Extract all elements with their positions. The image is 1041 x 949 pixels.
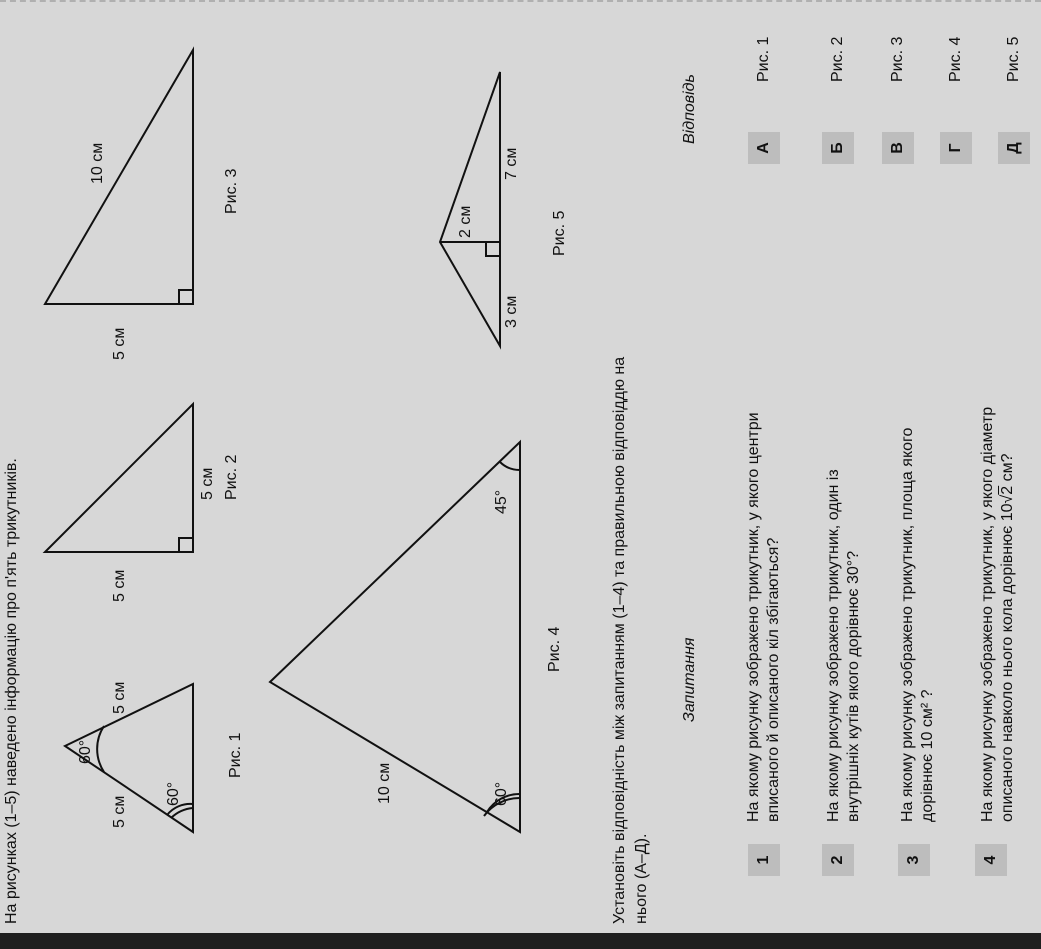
fig1-side-left-label: 5 см <box>111 795 128 828</box>
fig2-triangle <box>45 404 193 552</box>
task-line2: нього (А–Д). <box>633 833 650 924</box>
answer-b-text: Рис. 2 <box>829 36 846 82</box>
answer-v-text: Рис. 3 <box>889 36 906 82</box>
figures-svg <box>0 2 640 932</box>
answer-letter-badge: Б <box>822 132 854 164</box>
fig1-angle-top-label: 60° <box>77 739 94 764</box>
fig3-right-angle <box>179 290 193 304</box>
fig5-seg-a-label: 3 см <box>503 295 520 328</box>
answer-letter-badge: В <box>882 132 914 164</box>
question-2-line2: внутрішніх кутів якого дорівнює 30°? <box>845 550 862 822</box>
answer-g-text: Рис. 4 <box>947 36 964 82</box>
answer-a-text: Рис. 1 <box>755 36 772 82</box>
question-1-line2: вписаного й описаного кіл збігаються? <box>765 537 782 822</box>
fig3-hyp-label: 10 см <box>89 142 106 184</box>
question-2-line1: На якому рисунку зображено трикутник, один із <box>825 469 842 822</box>
fig5-right-angle <box>486 242 500 256</box>
question-4-line1: На якому рисунку зображено трикутник, у якого діаметр <box>979 406 996 822</box>
bottom-bar <box>0 933 1041 949</box>
answer-d-text: Рис. 5 <box>1005 36 1022 82</box>
fig1-caption: Рис. 1 <box>227 732 244 778</box>
fig3-leg-label: 5 см <box>111 327 128 360</box>
fig1-angle-bottom-label: 60° <box>165 781 182 806</box>
question-number-badge: 4 <box>975 844 1007 876</box>
fig3-triangle <box>45 50 193 304</box>
fig4-side-label: 10 см <box>376 762 393 804</box>
answer-letter-badge: А <box>748 132 780 164</box>
question-4-line2 <box>998 453 1018 822</box>
fig3-caption: Рис. 3 <box>223 168 240 214</box>
task-line1: Установіть відповідність між запитанням (1–4) та правильною відповіддю на <box>611 356 628 924</box>
sqrt-symbol: √ <box>999 494 1016 504</box>
question-number-badge: 1 <box>748 844 780 876</box>
fig4-angle-a-label: 60° <box>493 781 510 806</box>
question-number-badge: 2 <box>822 844 854 876</box>
fig4-angle-b-label: 45° <box>493 489 510 514</box>
fig5-seg-b-label: 7 см <box>503 147 520 180</box>
fig2-leg-a-label: 5 см <box>111 569 128 602</box>
fig4-triangle <box>270 442 520 832</box>
fig2-right-angle <box>179 538 193 552</box>
question-4-line2-pre: описаного навколо нього кола дорівнює 10 <box>999 503 1016 822</box>
fig1-side-right-label: 5 см <box>111 681 128 714</box>
question-number-badge: 3 <box>898 844 930 876</box>
answer-letter-badge: Г <box>940 132 972 164</box>
intro-text: На рисунках (1–5) наведено інформацію про п'ять трикутників. <box>3 458 20 924</box>
fig4-caption: Рис. 4 <box>546 626 563 672</box>
questions-header: Запитання <box>681 637 698 722</box>
fig2-leg-b-label: 5 см <box>199 467 216 500</box>
question-4-line2-root: 2 <box>999 485 1016 495</box>
question-3-line2: дорівнює 10 см² ? <box>919 689 936 822</box>
answers-header: Відповідь <box>681 74 698 144</box>
question-3-line1: На якому рисунку зображено трикутник, площа якого <box>899 427 916 822</box>
fig1-angle-top-arc <box>97 726 104 772</box>
answer-letter-badge: Д <box>998 132 1030 164</box>
fig5-height-label: 2 см <box>457 205 474 238</box>
fig5-caption: Рис. 5 <box>551 210 568 256</box>
question-4-line2-post: см? <box>999 453 1016 486</box>
question-1-line1: На якому рисунку зображено трикутник, у якого центри <box>745 412 762 822</box>
fig4-angle-b-arc <box>500 462 520 470</box>
rotated-content <box>0 2 1041 932</box>
fig2-caption: Рис. 2 <box>223 454 240 500</box>
